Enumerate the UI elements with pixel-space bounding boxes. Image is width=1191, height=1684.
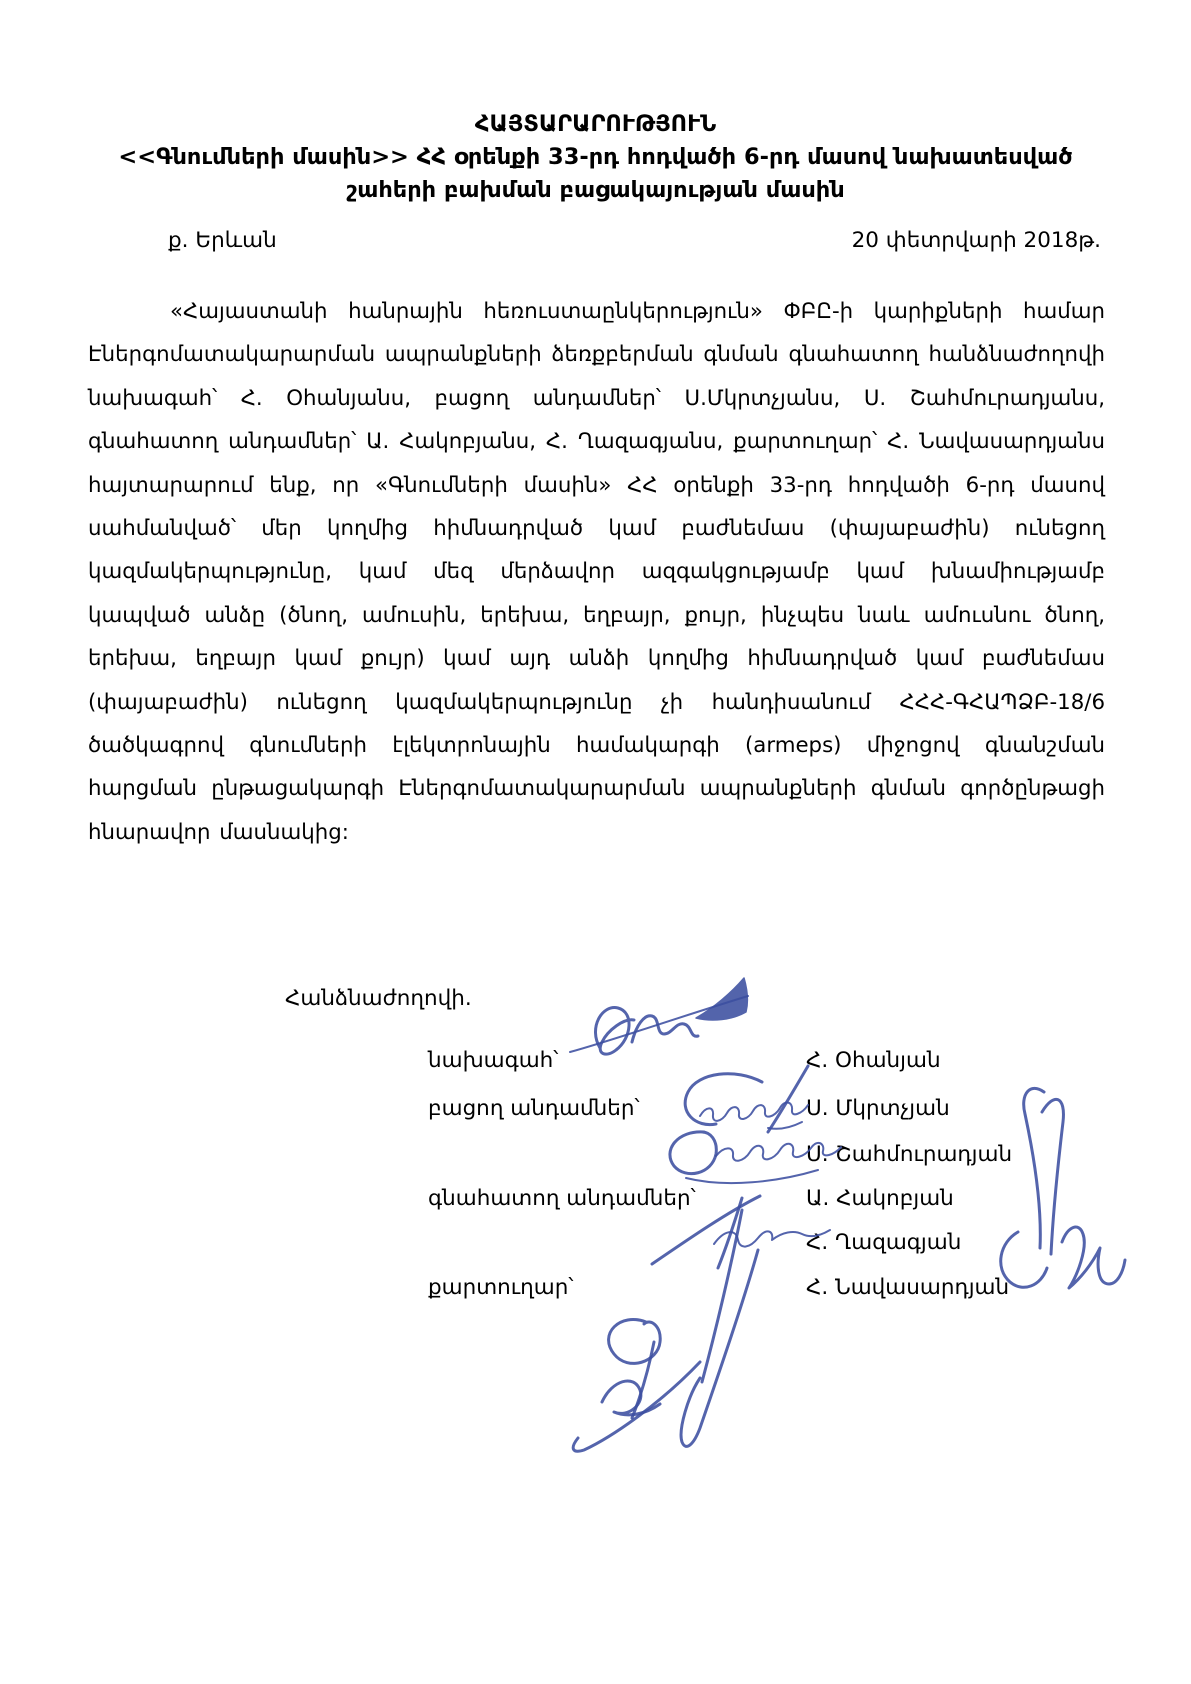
right-vertical-signature-ink [1001, 1088, 1125, 1288]
mkrtchyan-signature-ink [685, 1066, 808, 1132]
title-line-3: շահերի բախման բացակայության մասին [346, 177, 845, 203]
navasardyan-signature-ink [573, 1210, 758, 1451]
title-line-1: ՀԱՅՏԱՐԱՐՈՒԹՅՈՒՆ [474, 111, 717, 137]
signature-name-mkrtchyan: Ս. Մկրտչյան [806, 1096, 950, 1121]
signature-role-evaluating-members: գնահատող անդամներ՝ [428, 1186, 696, 1211]
date-label: 20 փետրվարի 2018թ. [851, 228, 1101, 253]
signature-role-opening-members: բացող անդամներ՝ [428, 1096, 640, 1121]
signature-name-navasardyan: Հ. Նավասարդյան [806, 1275, 1010, 1300]
signature-role-secretary: քարտուղար՝ [428, 1275, 574, 1300]
signature-name-shahmuradyan: Ս. Շահմուրադյան [806, 1142, 1013, 1167]
ohanyan-signature-ink [570, 978, 748, 1054]
title-line-2: <<Գնումների մասին>> ՀՀ օրենքի 33-րդ հոդվածի 6-րդ մասով նախատեսված [118, 144, 1073, 170]
place-date-row [88, 228, 1101, 253]
signature-block-heading: Հանձնաժողովի. [285, 986, 472, 1011]
signature-name-hakobyan: Ա. Հակոբյան [806, 1186, 954, 1211]
document-title [88, 108, 1103, 207]
signature-name-ohanyan: Հ. Օհանյան [806, 1048, 941, 1073]
declaration-body-paragraph: «Հայաստանի հանրային հեռուստաընկերություն» ՓԲԸ-ի կարիքների համար Էներգոմատակարարման ապրանքների ձեռքբերման գնման գնահատող հանձնաժողովի նախագահ՝ Հ. Օհանյանս, բացող անդամներ՝ Ս.Մկրտչյանս, Ս. Շահմուրադյանս, գնահատող անդամներ՝ Ա. Հակոբյանս, Հ. Ղազագյանս, քարտուղար՝ Հ. Նավասարդյանս հայտարարում ենք, որ «Գնումների մասին» ՀՀ օրենքի 33-րդ հոդվածի 6-րդ մասով սահմանված՝ մեր կողմից հիմնադրված կամ բաժնեմաս (փայաբաժին) ունեցող կազմակերպությունը, կամ մեզ մերձավոր ազգակցությամբ կամ խնամիությամբ կապված անձը (ծնող, ամուսին, երեխա, եղբայր, քույր, ինչպես նաև ամուսնու ծնող, երեխա, եղբայր կամ քույր) կամ այդ անձի կողմից հիմնադրված կամ բաժնեմաս (փայաբաժին) ունեցող կազմակերպությունը չի հանդիսանում ՀՀՀ-ԳՀԱՊՁԲ-18/6 ծածկագրով գնումների էլեկտրոնային համակարգի (armeps) միջոցով գնանշման հարցման ընթացակարգի Էներգոմատակարարման ապրանքների գնման գործընթացի հնարավոր մասնակից: [88, 299, 1105, 845]
place-label: ք. Երևան [168, 228, 277, 253]
signature-name-ghazagyan: Հ. Ղազագյան [806, 1230, 962, 1255]
signature-role-chairman: նախագահ՝ [428, 1048, 559, 1073]
